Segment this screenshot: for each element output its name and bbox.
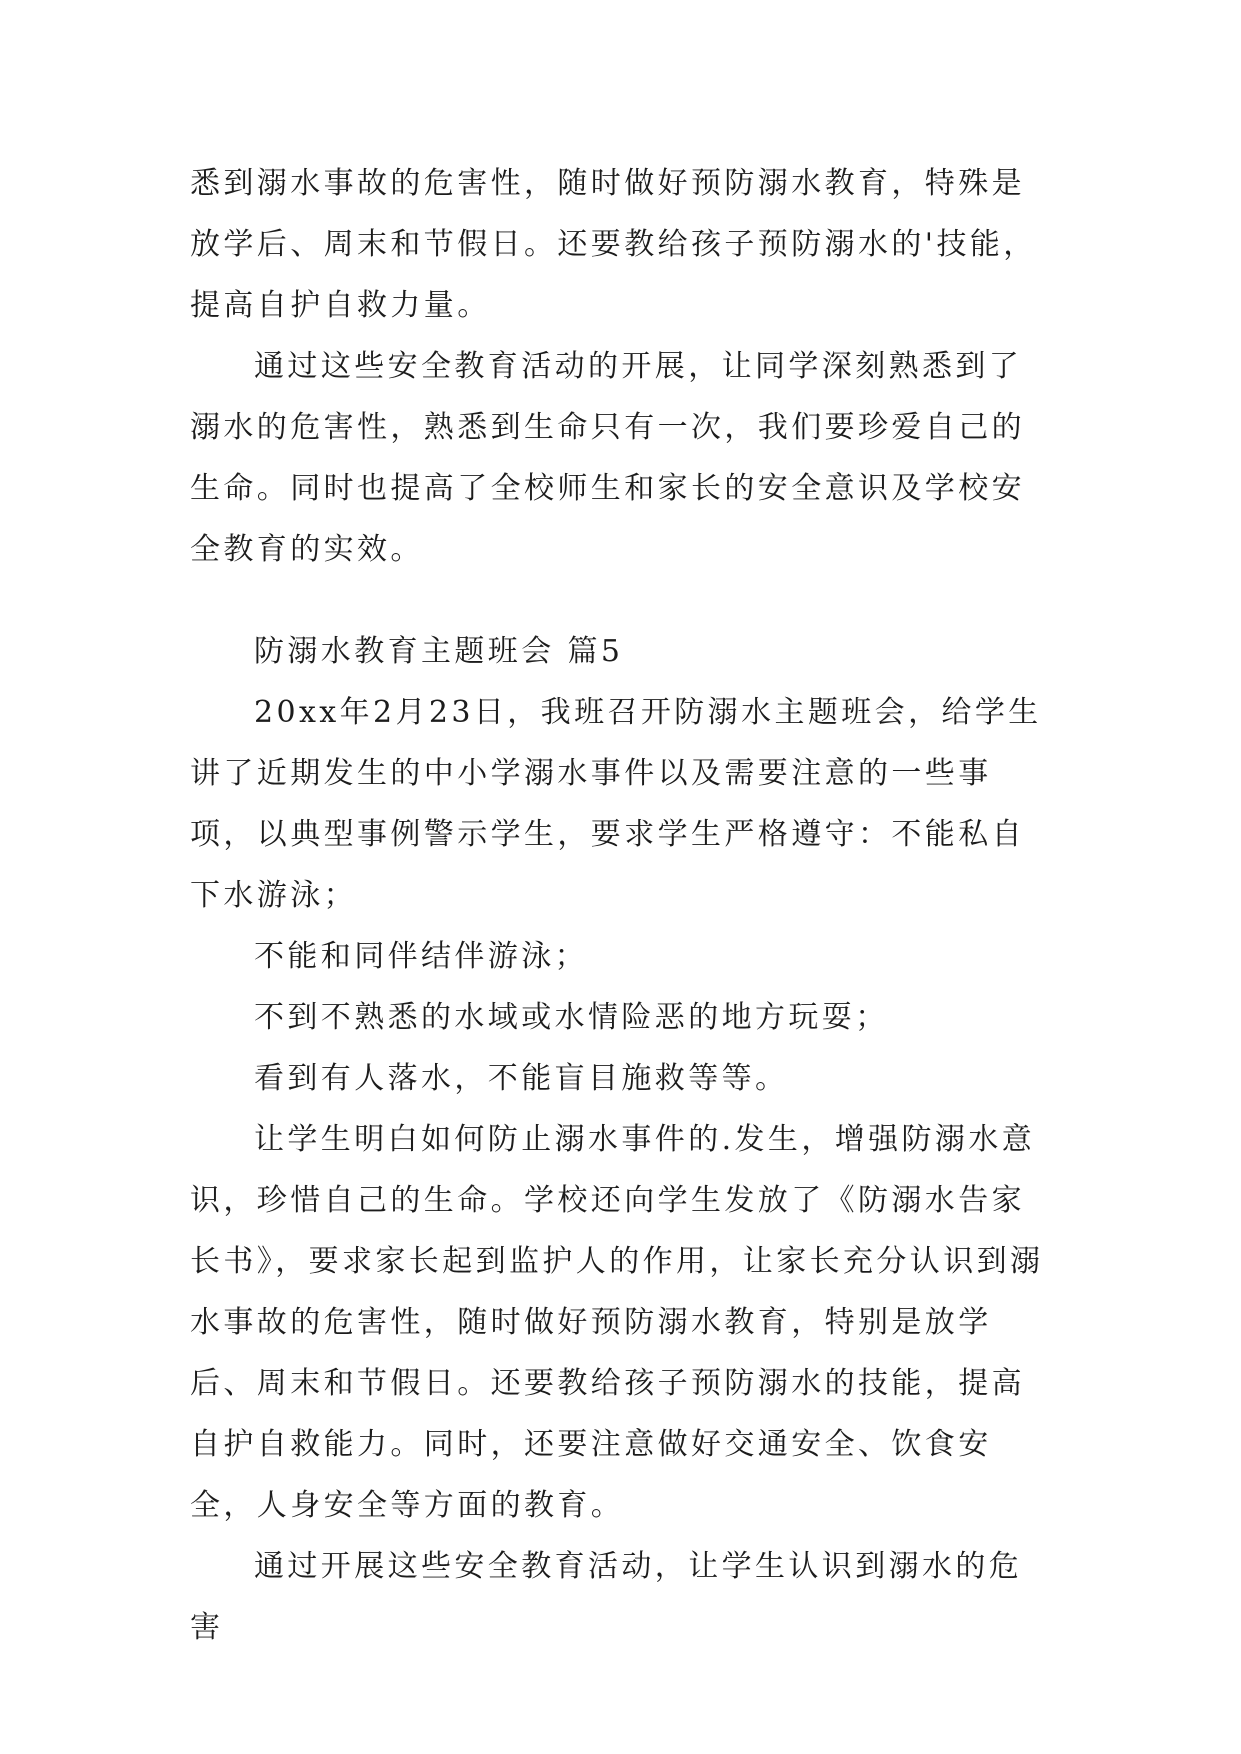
paragraph: 看到有人落水，不能盲目施救等等。 — [254, 1061, 789, 1096]
paragraph: 通过开展这些安全教育活动，让学生认识到溺水的危害 — [190, 1549, 1023, 1645]
section-heading: 防溺水教育主题班会 篇5 — [254, 634, 624, 669]
paragraph: 让学生明白如何防止溺水事件的.发生，增强防溺水意识，珍惜自己的生命。学校还向学生发放了《防溺水告家长书》，要求家长起到监护人的作用，让家长充分认识到溺水事故的危害性，随时做好预防溺水教育，特别是放学后、周末和节假日。还要教给孩子预防溺水的技能，提高自护自救能力。同时，还要注意做好交通安全、饮食安全，人身安全等方面的教育。 — [190, 1122, 1044, 1523]
paragraph: 通过这些安全教育活动的开展，让同学深刻熟悉到了溺水的危害性，熟悉到生命只有一次，我们要珍爱自己的生命。同时也提高了全校师生和家长的安全意识及学校安全教育的实效。 — [190, 349, 1025, 567]
paragraph: 20xx年2月23日，我班召开防溺水主题班会，给学生讲了近期发生的中小学溺水事件以及需要注意的一些事项，以典型事例警示学生，要求学生严格遵守：不能私自下水游泳； — [190, 695, 1042, 913]
section-a — [190, 153, 1052, 580]
paragraph: 不到不熟悉的水域或水情险恶的地方玩耍； — [254, 1000, 889, 1035]
section-b — [190, 621, 1052, 1658]
paragraph: 悉到溺水事故的危害性，随时做好预防溺水教育，特殊是放学后、周末和节假日。还要教给孩子预防溺水的'技能，提高自护自救力量。 — [190, 166, 1037, 323]
paragraph: 不能和同伴结伴游泳； — [254, 939, 588, 974]
